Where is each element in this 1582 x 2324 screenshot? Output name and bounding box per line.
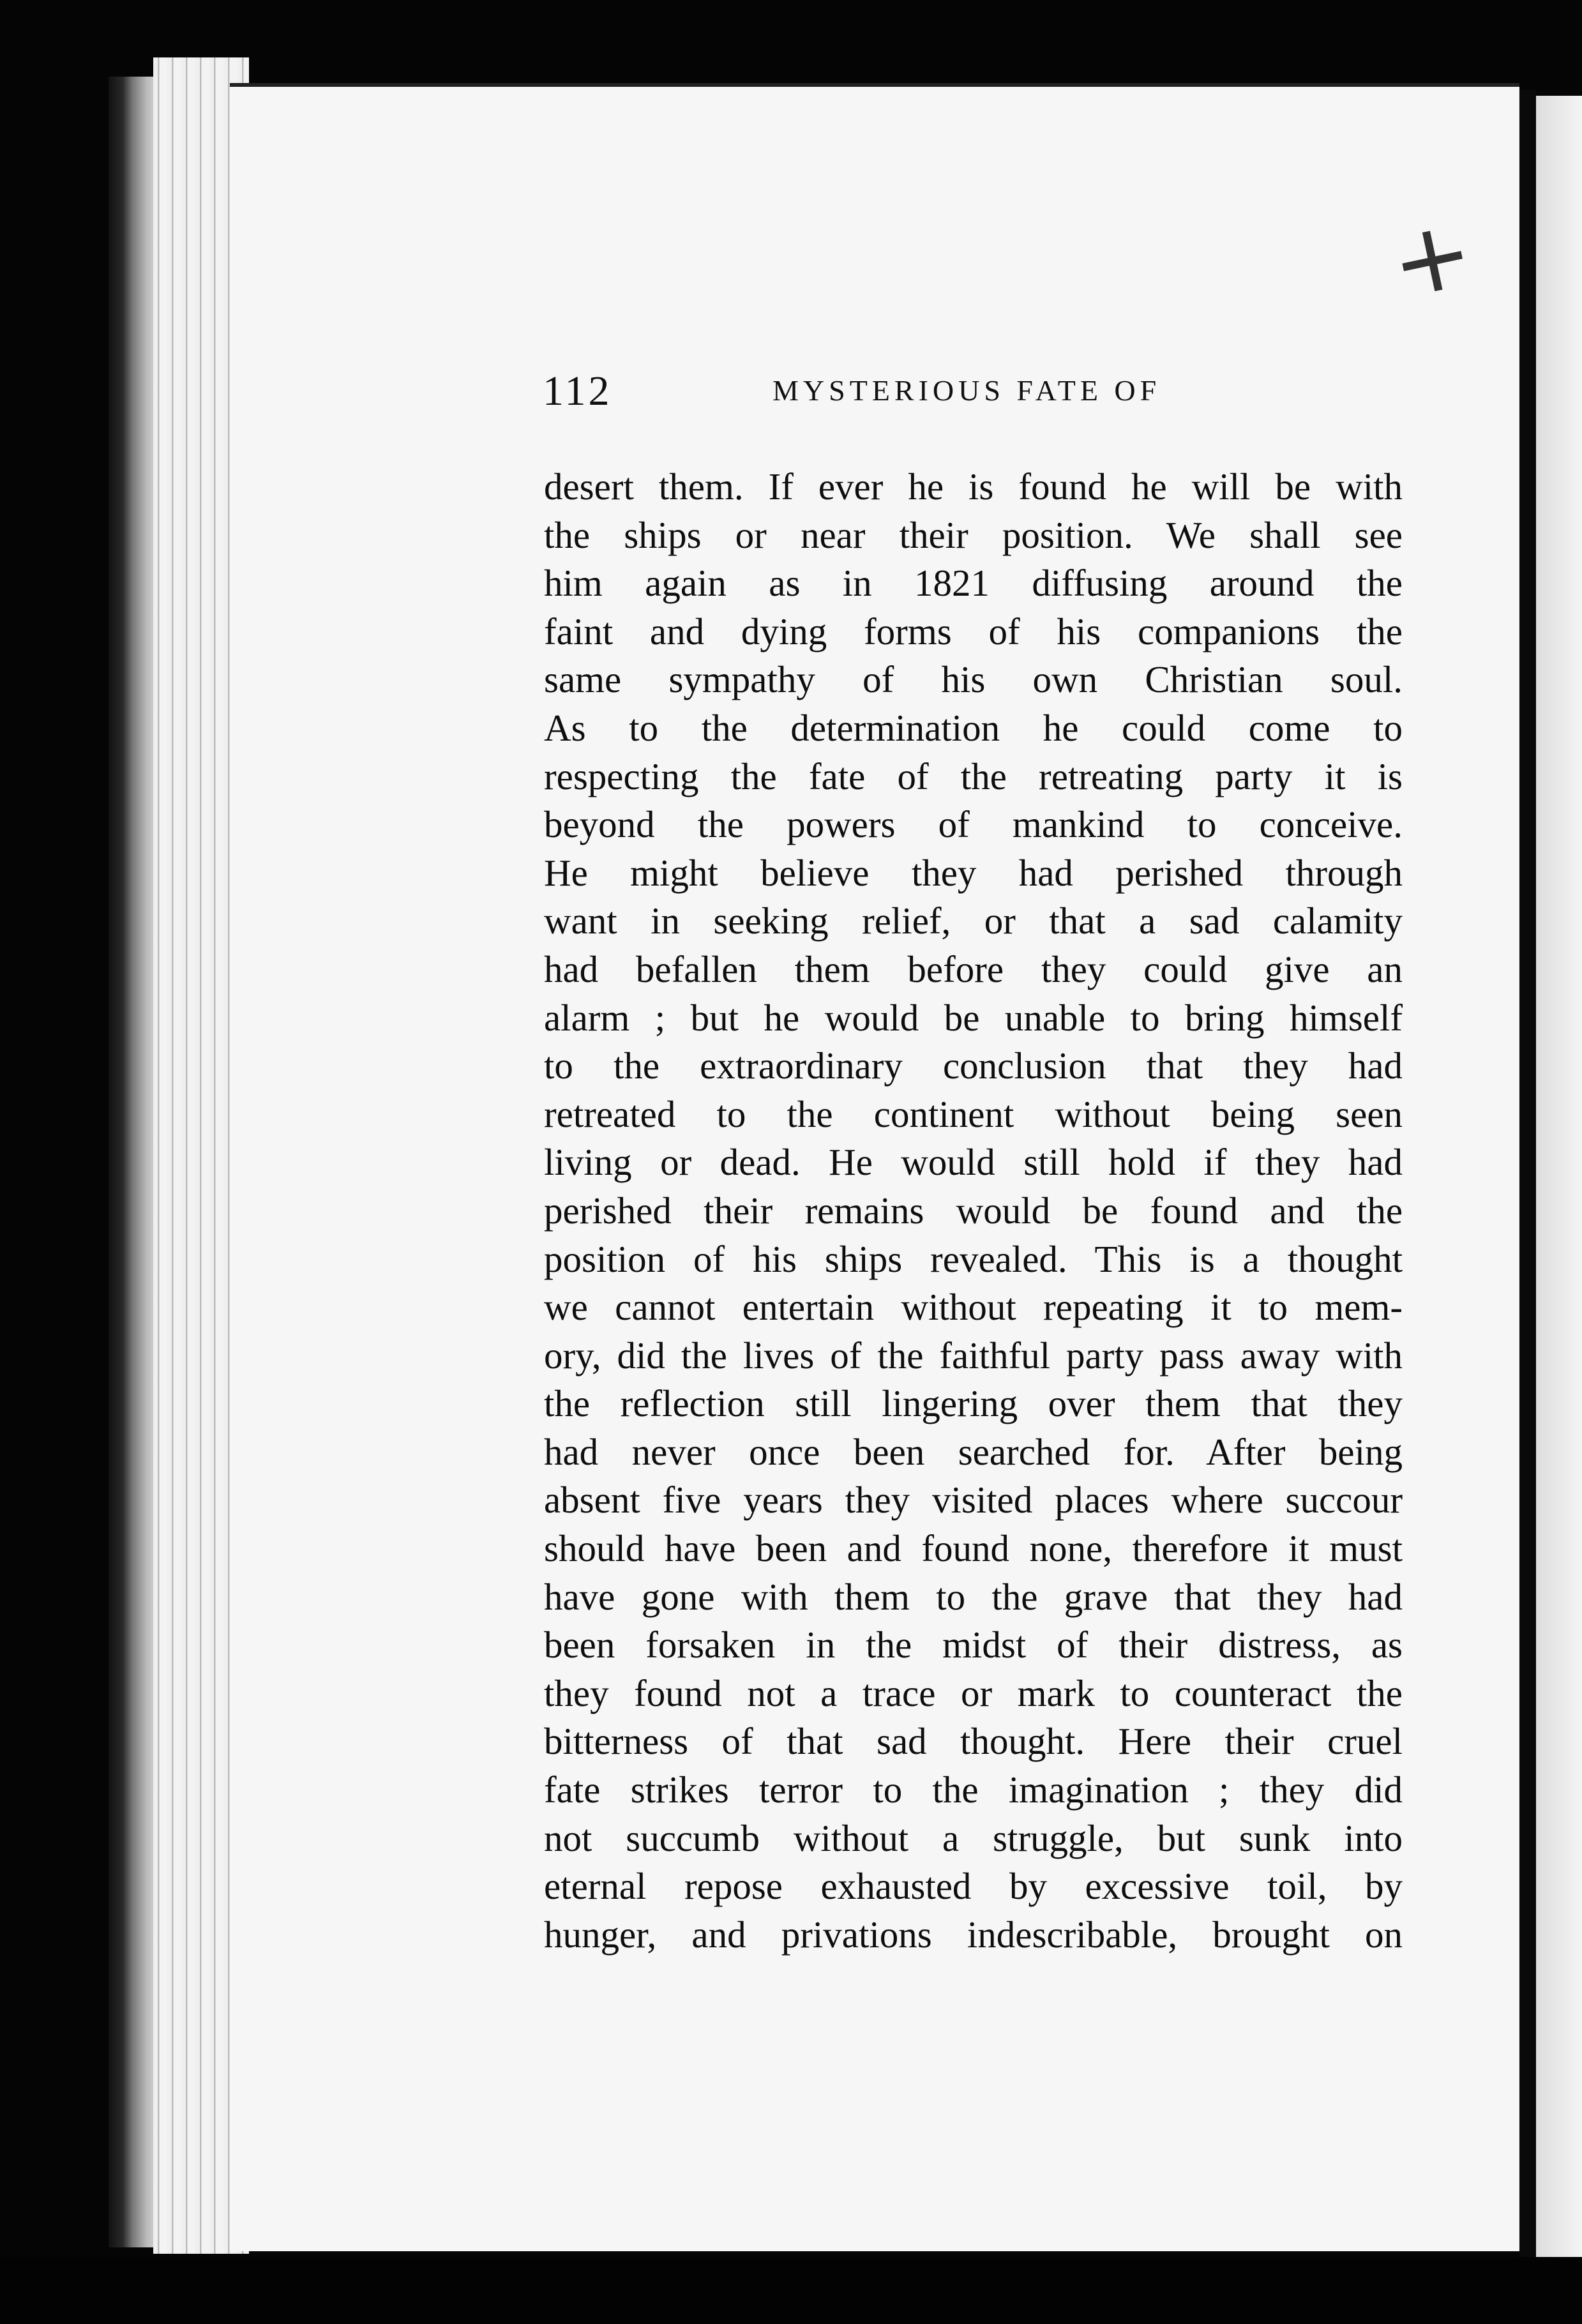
- text-line: beyond the powers of mankind to conceive.: [544, 803, 1403, 846]
- text-line: been forsaken in the midst of their distress, as: [544, 1624, 1403, 1666]
- page-number: 112: [543, 368, 612, 414]
- text-line: want in seeking relief, or that a sad calamity: [544, 900, 1403, 942]
- text-line: hunger, and privations indescribable, brought on: [544, 1913, 1403, 1956]
- text-line: respecting the fate of the retreating party it is: [544, 755, 1403, 797]
- text-line: him again as in 1821 diffusing around the: [544, 562, 1403, 605]
- text-line: the reflection still lingering over them that they: [544, 1382, 1403, 1425]
- text-line: same sympathy of his own Christian soul.: [544, 658, 1403, 701]
- text-line: they found not a trace or mark to counteract the: [544, 1671, 1403, 1714]
- text-line: the ships or near their position. We shall see: [544, 513, 1403, 556]
- text-line: position of his ships revealed. This is a thought: [544, 1237, 1403, 1280]
- body-text: [544, 463, 1403, 1959]
- text-line: bitterness of that sad thought. Here their cruel: [544, 1720, 1403, 1763]
- adjacent-page-sliver: [1536, 96, 1582, 2260]
- text-line: had never once been searched for. After being: [544, 1430, 1403, 1473]
- page-header: [543, 367, 1436, 425]
- text-line: faint and dying forms of his companions the: [544, 610, 1403, 653]
- text-line: fate strikes terror to the imagination ; they did: [544, 1769, 1403, 1811]
- text-line: alarm ; but he would be unable to bring himself: [544, 996, 1403, 1039]
- text-line: have gone with them to the grave that they had: [544, 1575, 1403, 1618]
- text-line: desert them. If ever he is found he will be with: [544, 465, 1403, 508]
- text-line: to the extraordinary conclusion that they had: [544, 1045, 1403, 1087]
- text-line: not succumb without a struggle, but sunk into: [544, 1816, 1403, 1859]
- text-line: As to the determination he could come to: [544, 706, 1403, 749]
- text-line: living or dead. He would still hold if they had: [544, 1141, 1403, 1184]
- text-line: we cannot entertain without repeating it to mem-: [544, 1286, 1403, 1329]
- text-line: should have been and found none, therefore it must: [544, 1527, 1403, 1570]
- handwritten-cross-mark: +: [1381, 195, 1483, 322]
- scan-bottom-border: [0, 2257, 1582, 2324]
- text-line: perished their remains would be found and the: [544, 1189, 1403, 1232]
- text-line: had befallen them before they could give an: [544, 947, 1403, 990]
- text-line: retreated to the continent without being seen: [544, 1092, 1403, 1135]
- running-head: MYSTERIOUS FATE OF: [772, 374, 1161, 407]
- text-line: He might believe they had perished through: [544, 851, 1403, 894]
- text-line: eternal repose exhausted by excessive toil, by: [544, 1865, 1403, 1908]
- text-line: ory, did the lives of the faithful party pass away with: [544, 1334, 1403, 1377]
- page-gutter: [1519, 89, 1536, 2260]
- text-line: absent five years they visited places where succour: [544, 1479, 1403, 1521]
